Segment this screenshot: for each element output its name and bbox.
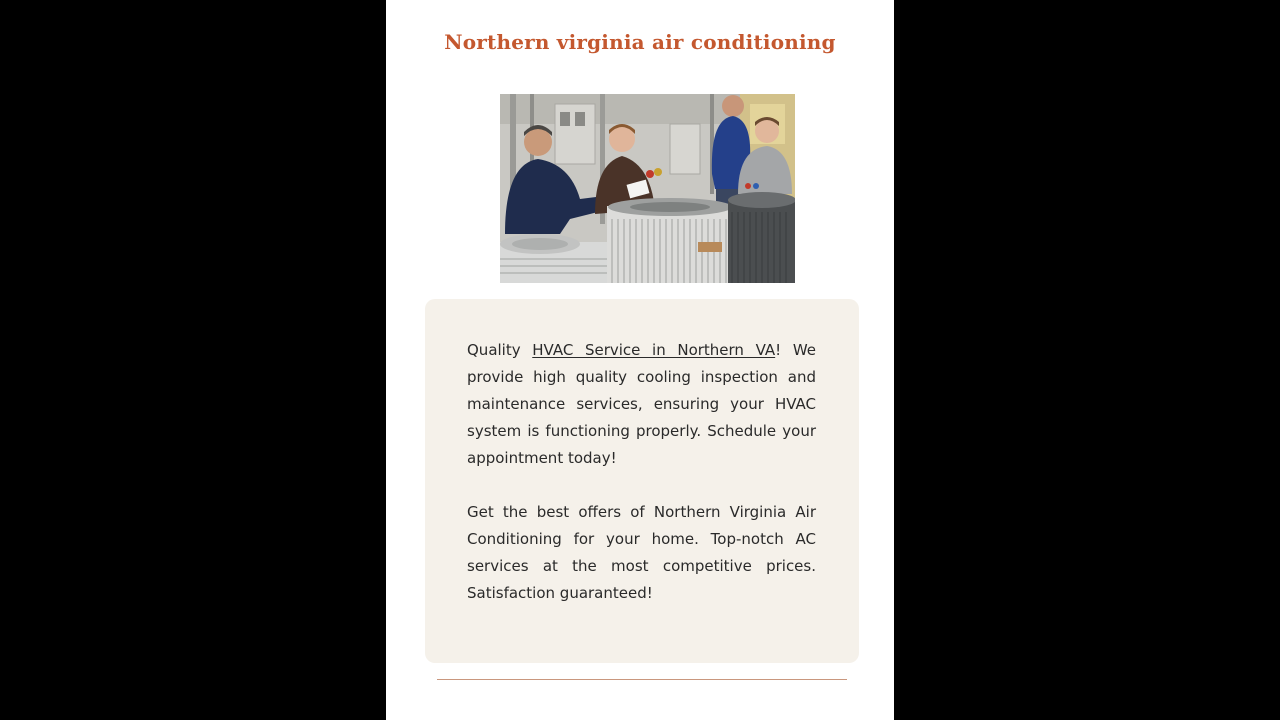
intro-body-text: ! We provide high quality cooling inspection and maintenance services, ensuring your HVAC system is functioning properly. Schedule your appointment today!: [467, 341, 816, 467]
intro-paragraph: [467, 337, 816, 472]
document-page: [386, 0, 894, 720]
intro-lead-text: Quality: [467, 341, 533, 359]
content-card: [425, 299, 859, 663]
hvac-service-link[interactable]: HVAC Service in Northern VA: [532, 341, 776, 359]
card-body: [467, 337, 816, 607]
section-divider: [437, 679, 847, 680]
offers-paragraph: Get the best offers of Northern Virginia Air Conditioning for your home. Top-notch AC services at the most competitive prices. Satisfaction guaranteed!: [467, 503, 816, 602]
technicians-photo: [500, 94, 795, 283]
page-title: Northern virginia air conditioning: [444, 30, 836, 54]
